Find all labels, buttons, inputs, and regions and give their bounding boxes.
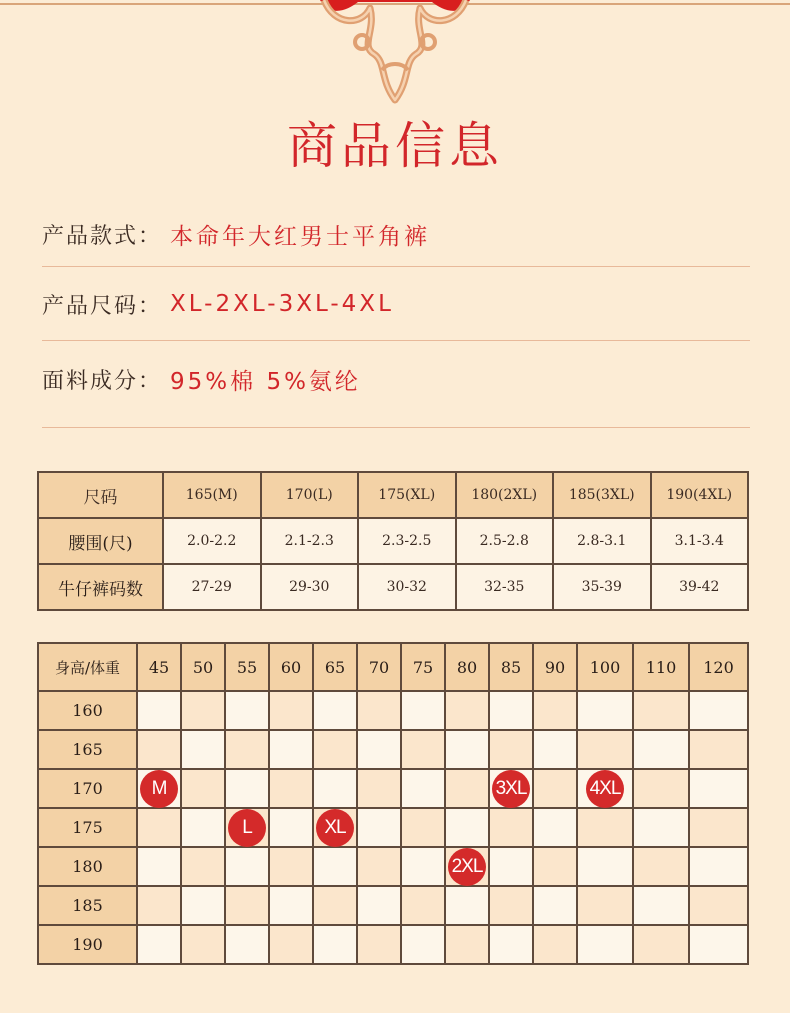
table-cell [357,691,401,730]
table-cell [357,847,401,886]
table-cell [489,886,533,925]
table-header-cell: 尺码 [38,472,163,518]
table-cell [401,769,445,808]
table-cell [313,730,357,769]
table-cell [313,886,357,925]
table-cell [445,769,489,808]
table-cell [533,730,577,769]
table-cell [577,925,633,964]
table-cell [401,847,445,886]
size-marker-badge: M [140,770,178,808]
info-value: XL-2XL-3XL-4XL [170,291,394,317]
table-cell [689,730,748,769]
weight-header-cell: 90 [533,643,577,691]
table-cell [689,769,748,808]
table-cell [137,730,181,769]
table-row [38,925,748,964]
table-row [38,691,748,730]
table-cell [269,925,313,964]
table-cell [225,925,269,964]
table-cell [313,925,357,964]
table-row [38,886,748,925]
height-weight-table [37,642,749,965]
table-cell [181,730,225,769]
height-row-header: 170 [38,769,137,808]
height-row-header: 175 [38,808,137,847]
table-cell [181,691,225,730]
weight-header-cell: 65 [313,643,357,691]
table-cell: 30-32 [358,564,456,610]
table-cell [357,886,401,925]
table-cell [181,808,225,847]
info-value: 本命年大红男士平角裤 [170,223,431,250]
height-row-header: 160 [38,691,137,730]
size-marker-badge: 2XL [448,848,486,886]
table-row [38,472,748,518]
table-cell [269,691,313,730]
info-row-size [42,284,750,324]
table-cell: 32-35 [456,564,554,610]
table-row [38,643,748,691]
table-row-header: 牛仔裤码数 [38,564,163,610]
table-cell [181,925,225,964]
info-row-style [42,214,750,254]
table-cell [137,691,181,730]
size-marker-badge: 3XL [492,770,530,808]
table-cell [401,730,445,769]
table-cell [689,886,748,925]
size-marker-badge: XL [316,809,354,847]
table-cell [313,769,357,808]
table-cell [633,730,689,769]
table-cell [533,925,577,964]
table-cell [225,730,269,769]
weight-header-cell: 55 [225,643,269,691]
table-cell [445,886,489,925]
table-cell [489,730,533,769]
table-cell [533,769,577,808]
weight-header-cell: 75 [401,643,445,691]
table-cell: 39-42 [651,564,749,610]
weight-header-cell: 80 [445,643,489,691]
divider [42,340,750,341]
table-cell [357,925,401,964]
table-cell [633,847,689,886]
weight-header-cell: 45 [137,643,181,691]
size-marker-badge: 4XL [586,770,624,808]
table-cell [489,847,533,886]
table-cell [577,847,633,886]
table-cell [689,691,748,730]
info-label: 产品款式： [42,223,163,249]
table-header-cell: 165(M) [163,472,261,518]
table-cell [181,769,225,808]
table-row [38,564,748,610]
table-cell: 2.8-3.1 [553,518,651,564]
table-cell [633,886,689,925]
table-header-cell: 190(4XL) [651,472,749,518]
divider [42,266,750,267]
table-cell [533,886,577,925]
page-title: 商品信息 [287,117,503,175]
table-row [38,808,748,847]
weight-header-cell: 120 [689,643,748,691]
height-row-header: 165 [38,730,137,769]
table-header-cell: 185(3XL) [553,472,651,518]
table-cell [357,730,401,769]
table-cell [269,886,313,925]
table-cell [225,769,269,808]
table-cell [181,847,225,886]
table-cell [533,808,577,847]
table-cell [533,847,577,886]
info-label: 产品尺码： [42,293,163,319]
size-marker-badge: L [228,809,266,847]
size-table [37,471,749,611]
table-cell [137,847,181,886]
table-cell [401,925,445,964]
table-cell [577,730,633,769]
height-row-header: 190 [38,925,137,964]
table-cell [137,886,181,925]
table-cell: 2.0-2.2 [163,518,261,564]
info-row-fabric [42,359,750,399]
table-cell [269,730,313,769]
table-cell [577,886,633,925]
cloud-ornament-icon [300,0,490,112]
weight-header-cell: 60 [269,643,313,691]
table-cell [401,886,445,925]
weight-header-cell: 70 [357,643,401,691]
table-cell [225,691,269,730]
table-cell [401,691,445,730]
table-cell [533,691,577,730]
table-row [38,847,748,886]
table-cell [577,808,633,847]
table-cell: 35-39 [553,564,651,610]
table-cell: 2.3-2.5 [358,518,456,564]
table-cell [357,769,401,808]
table-cell: 27-29 [163,564,261,610]
table-cell [489,925,533,964]
info-label: 面料成分： [42,368,163,394]
table-cell [445,808,489,847]
table-cell [225,847,269,886]
table-cell [269,808,313,847]
table-corner-header: 身高/体重 [38,643,137,691]
table-cell [689,808,748,847]
table-row [38,730,748,769]
table-cell [137,808,181,847]
table-cell [633,925,689,964]
weight-header-cell: 85 [489,643,533,691]
table-cell [181,886,225,925]
table-cell [313,847,357,886]
table-cell: 3.1-3.4 [651,518,749,564]
table-cell [489,808,533,847]
table-cell [633,769,689,808]
table-cell: 29-30 [261,564,359,610]
table-row-header: 腰围(尺) [38,518,163,564]
table-header-cell: 170(L) [261,472,359,518]
table-cell [357,808,401,847]
table-cell [445,730,489,769]
height-row-header: 185 [38,886,137,925]
info-value: 95%棉 5%氨纶 [170,368,361,395]
table-cell [225,886,269,925]
table-cell [689,925,748,964]
weight-header-cell: 110 [633,643,689,691]
table-cell [633,691,689,730]
table-cell [445,691,489,730]
table-cell [269,769,313,808]
table-cell [489,691,533,730]
table-header-cell: 180(2XL) [456,472,554,518]
table-cell: 2.5-2.8 [456,518,554,564]
table-cell: 2.1-2.3 [261,518,359,564]
table-cell [137,925,181,964]
table-row [38,518,748,564]
table-cell [689,847,748,886]
table-cell [577,691,633,730]
table-cell [401,808,445,847]
table-cell [445,925,489,964]
table-header-cell: 175(XL) [358,472,456,518]
table-cell [269,847,313,886]
table-cell [633,808,689,847]
weight-header-cell: 50 [181,643,225,691]
height-row-header: 180 [38,847,137,886]
divider [42,427,750,428]
table-cell [313,691,357,730]
weight-header-cell: 100 [577,643,633,691]
